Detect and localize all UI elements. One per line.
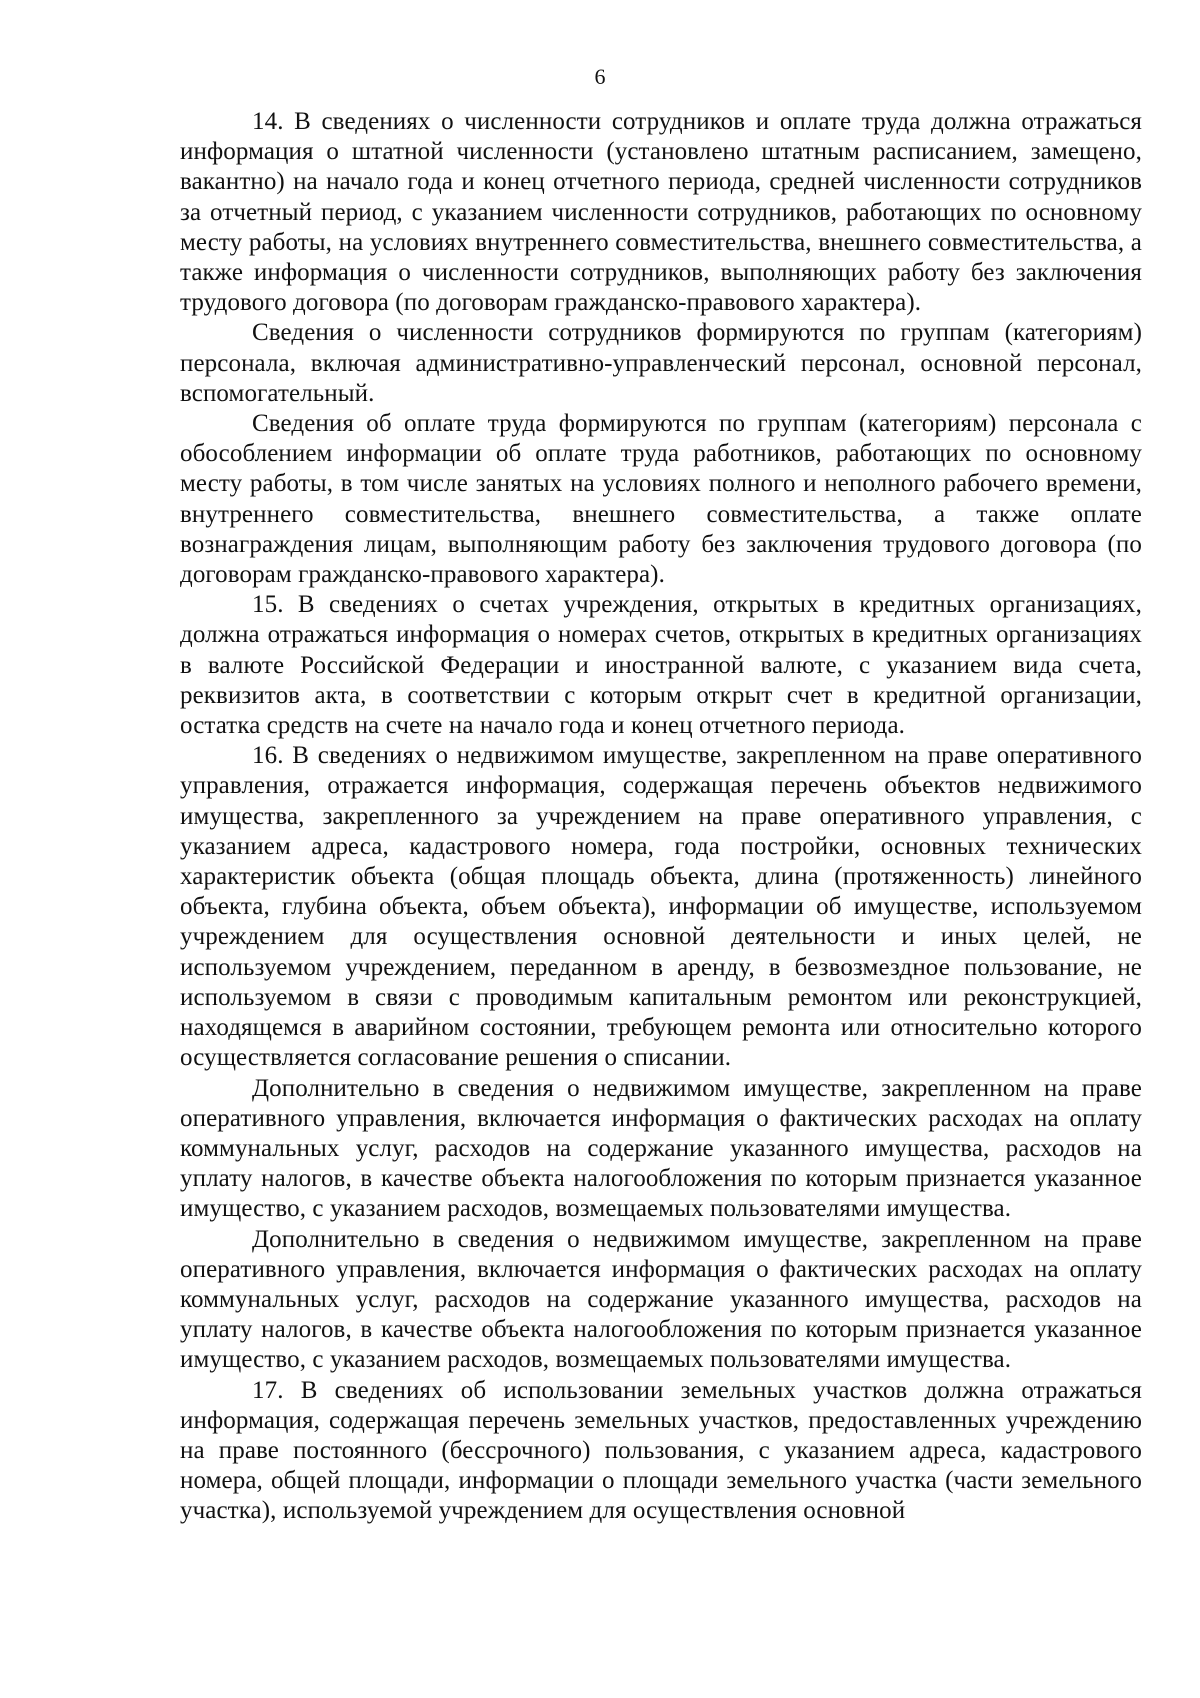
document-body — [180, 107, 1142, 1527]
page-number: 6 — [594, 64, 606, 89]
paragraph-15-bank-accounts: 15. В сведениях о счетах учреждения, открытых в кредитных организациях, должна отражаться информация о номерах счетов, открытых в кредитных организациях в валюте Российской Федерации и иностранной валюте, с указанием вида счета, реквизитов акта, в соответствии с которым открыт счет в кредитной организации, остатка средств на счете на начало года и конец отчетного периода. — [180, 591, 1142, 740]
paragraph-staff-categories: Сведения о численности сотрудников формируются по группам (категориям) персонала, включая административно-управленческий персонал, основной персонал, вспомогательный. — [180, 319, 1142, 407]
paragraph-17-land-plots: 17. В сведениях об использовании земельных участков должна отражаться информация, содержащая перечень земельных участков, предоставленных учреждению на праве постоянного (бессрочного) пользования, с указанием адреса, кадастрового номера, общей площади, информации о площади земельного участка (части земельного участка), используемой учреждением для осуществления основной — [180, 1376, 1142, 1525]
paragraph-16-real-estate: 16. В сведениях о недвижимом имуществе, закрепленном на праве оперативного управления, отражается информация, содержащая перечень объектов недвижимого имущества, закрепленного за учреждением на праве оперативного управления, с указанием адреса, кадастрового номера, года постройки, основных технических характеристик объекта (общая площадь объекта, длина (протяженность) линейного объекта, глубина объекта, объем объекта), информации об имуществе, используемом учреждением для осуществления основной деятельности и иных целей, не используемом учреждением, переданном в аренду, в безвозмездное пользование, не используемом в связи с проводимым капитальным ремонтом или реконструкцией, находящемся в аварийном состоянии, требующем ремонта или относительно которого осуществляется согласование решения о списании. — [180, 742, 1142, 1072]
paragraph-14-staff-and-pay: 14. В сведениях о численности сотрудников и оплате труда должна отражаться информация о штатной численности (установлено штатным расписанием, замещено, вакантно) на начало года и конец отчетного периода, средней численности сотрудников за отчетный период, с указанием численности сотрудников, работающих по основному месту работы, на условиях внутреннего совместительства, внешнего совместительства, а также информация о численности сотрудников, выполняющих работу без заключения трудового договора (по договорам гражданско-правового характера). — [180, 108, 1142, 317]
paragraph-real-estate-expenses-repeat: Дополнительно в сведения о недвижимом имуществе, закрепленном на праве оперативного управления, включается информация о фактических расходах на оплату коммунальных услуг, расходов на содержание указанного имущества, расходов на уплату налогов, в качестве объекта налогообложения по которым признается указанное имущество, с указанием расходов, возмещаемых пользователями имущества. — [180, 1225, 1142, 1374]
paragraph-real-estate-expenses: Дополнительно в сведения о недвижимом имуществе, закрепленном на праве оперативного управления, включается информация о фактических расходах на оплату коммунальных услуг, расходов на содержание указанного имущества, расходов на уплату налогов, в качестве объекта налогообложения по которым признается указанное имущество, с указанием расходов, возмещаемых пользователями имущества. — [180, 1074, 1142, 1223]
paragraph-pay-categories: Сведения об оплате труда формируются по группам (категориям) персонала с обособлением информации об оплате труда работников, работающих по основному месту работы, в том числе занятых на условиях полного и неполного рабочего времени, внутреннего совместительства, внешнего совместительства, а также оплате вознаграждения лицам, выполняющим работу без заключения трудового договора (по договорам гражданско-правового характера). — [180, 410, 1142, 589]
